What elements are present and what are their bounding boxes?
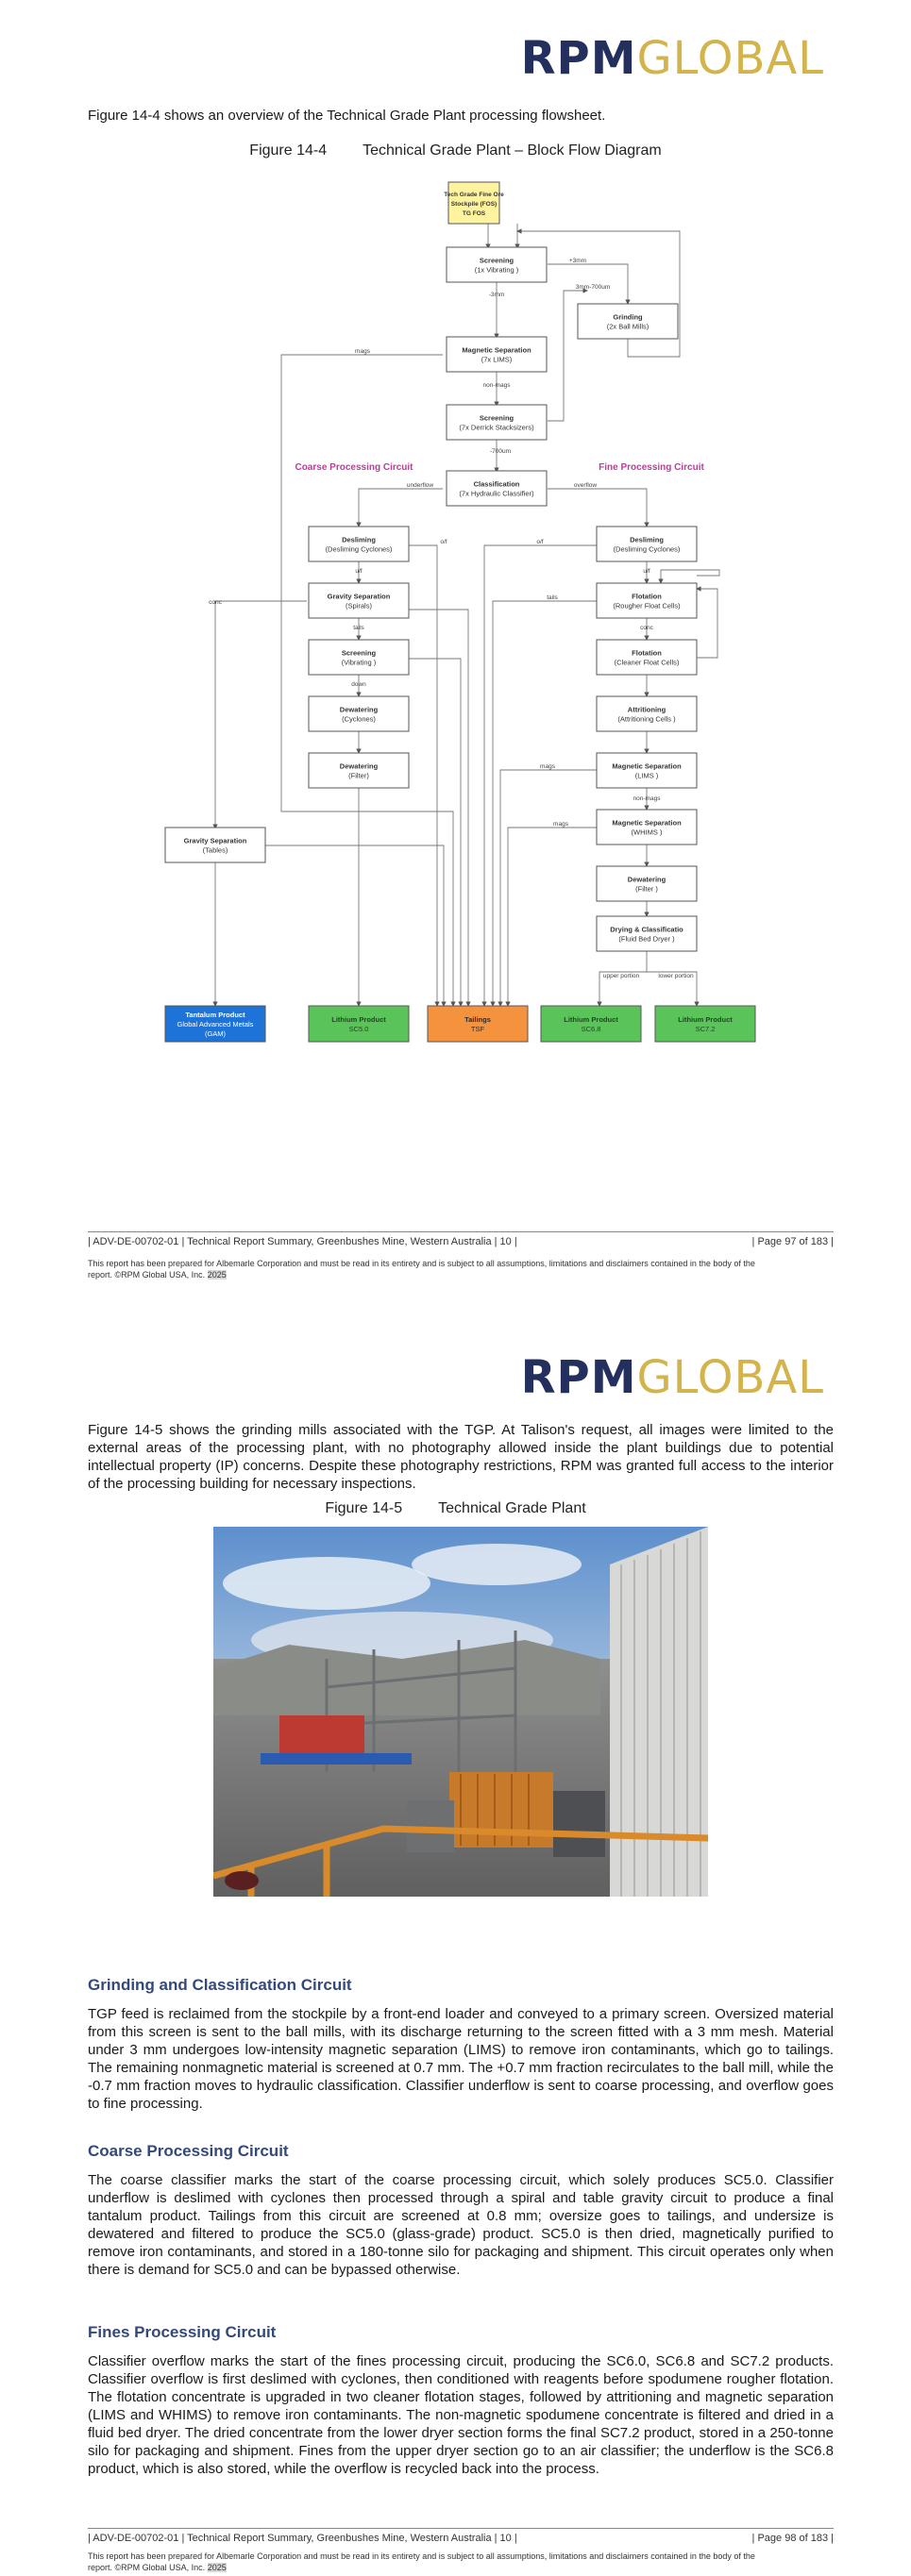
edge-gravity-tails	[409, 610, 468, 1006]
footer-rule	[88, 2528, 834, 2529]
label-lower-portion: lower portion	[658, 973, 694, 979]
node-text: (7x LIMS)	[481, 355, 513, 364]
node-text: Tech Grade Fine Ore	[444, 192, 504, 198]
label-plus3mm: +3mm	[568, 258, 587, 264]
footer	[88, 2533, 834, 2544]
edge-overflow-fine	[548, 489, 647, 527]
edge-fine-of-tailings	[484, 545, 597, 1006]
product-text: Lithium Product	[678, 1015, 733, 1024]
product-text: Global Advanced Metals	[177, 1020, 254, 1029]
node-text: TG FOS	[462, 210, 486, 217]
node-gravity-c	[309, 583, 409, 618]
node-dewatering-c2	[309, 753, 409, 788]
label-fine-uf: u/f	[643, 568, 650, 575]
node-text: (Filter )	[635, 884, 658, 894]
figure-14-4-intro: Figure 14-4 shows an overview of the Technical Grade Plant processing flowsheet.	[88, 108, 606, 124]
node-text: (Cleaner Float Cells)	[614, 658, 680, 667]
label-tails-coarse: tails	[353, 625, 364, 631]
edge-lims-mags	[500, 770, 597, 1006]
node-text: (LIMS )	[634, 771, 659, 780]
label-down: down	[351, 681, 366, 688]
node-text: (7x Hydraulic Classifier)	[459, 489, 534, 498]
node-text: Flotation	[632, 648, 662, 658]
node-magsep-whims	[597, 810, 697, 845]
label-tails: tails	[547, 594, 558, 601]
node-text: (Spirals)	[346, 601, 372, 611]
node-text: (Tables)	[202, 845, 228, 855]
node-text: (7x Derrick Stacksizers)	[459, 423, 534, 432]
footer-disclaimer: This report has been prepared for Albemarle Corporation and must be read in its entirety and is subject to all assumptions, limitations and disclaimers contained in the body of the report. ©RPM Global USA, Inc. 2025	[88, 2551, 755, 2572]
fine-circuit-label: Fine Processing Circuit	[599, 462, 704, 473]
product-sc72	[655, 1006, 755, 1042]
label-overflow: overflow	[573, 482, 598, 489]
node-screening2	[447, 405, 547, 440]
node-flot-rougher	[597, 583, 697, 618]
node-text: (Filter)	[348, 771, 369, 780]
node-magsep-lims	[597, 753, 697, 788]
node-drying	[597, 916, 697, 951]
figure-14-4-caption: Figure 14-4 Technical Grade Plant – Block Flow Diagram	[249, 142, 662, 159]
figure-14-5-intro: Figure 14-5 shows the grinding mills associated with the TGP. At Talison's request, all images were limited to the external areas of the processing plant, with no photography allowed inside the plant buildings due to potential intellectual property (IP) concerns. Despite these photography restrictions, RPM was granted full access to the interior of the processing building for necessary inspections.	[88, 1422, 834, 1492]
node-text: Desliming	[342, 535, 376, 544]
footer-doc-ref: | ADV-DE-00702-01 | Technical Report Summary, Greenbushes Mine, Western Australia | 10 |	[88, 1236, 517, 1247]
product-text: Lithium Product	[564, 1015, 618, 1024]
product-text: SC5.0	[348, 1025, 369, 1033]
node-text: Gravity Separation	[183, 836, 247, 845]
node-text: (WHIMS )	[631, 828, 663, 837]
node-text: Flotation	[632, 592, 662, 601]
grinding-classification-body: TGP feed is reclaimed from the stockpile by a front-end loader and conveyed to a primary screen. Oversized material from this screen is sent to the ball mills, with its discharge returning to the screen fitted with a 3 mm mesh. Material under 3 mm undergoes low-intensity magnetic separation (LIMS) to remove iron contaminants, which go to tailings. The remaining nonmagnetic material is screened at 0.7 mm. The +0.7 mm fraction recirculates to the ball mill, while the -0.7 mm fraction moves to hydraulic classification. Classifier underflow is sent to coarse processing, and overflow goes to fine processing.	[88, 2006, 834, 2112]
node-classification	[447, 471, 547, 506]
rpm-global-logo: RPMGLOBAL	[520, 1351, 824, 1404]
node-text: (Cyclones)	[342, 714, 376, 724]
node-text: (2x Ball Mills)	[606, 322, 650, 331]
label-coarse-of: o/f	[440, 539, 447, 545]
footer-doc-ref: | ADV-DE-00702-01 | Technical Report Summary, Greenbushes Mine, Western Australia | 10 |	[88, 2533, 517, 2544]
product-tantalum	[165, 1006, 265, 1042]
label-mags: mags	[355, 348, 370, 355]
edge-mags-tailings	[281, 355, 453, 1006]
heading-grinding-classification: Grinding and Classification Circuit	[88, 1976, 352, 1994]
node-text: (Desliming Cyclones)	[325, 544, 393, 554]
node-text: Drying & Classificatio	[610, 925, 683, 934]
label-fine-of: o/f	[536, 539, 544, 545]
product-tailings	[428, 1006, 528, 1042]
node-text: (Attritioning Cells )	[617, 714, 676, 724]
node-text: Magnetic Separation	[612, 818, 682, 828]
node-text: Magnetic Separation	[612, 761, 682, 771]
edge-coarse-of-tailings	[409, 545, 437, 1006]
label-nonmags: non-mags	[482, 382, 511, 389]
edge-rougher-tails	[493, 601, 597, 1006]
node-screening1	[447, 247, 547, 282]
node-grinding	[578, 304, 678, 339]
label-nonmags-lims: non-mags	[633, 795, 661, 802]
node-screening3	[309, 640, 409, 675]
label-underflow: underflow	[406, 482, 434, 489]
label-minus700: -700um	[489, 448, 512, 455]
node-text: Stockpile (FOS)	[450, 201, 498, 208]
node-text: (Rougher Float Cells)	[613, 601, 681, 611]
figure-14-5-caption: Figure 14-5 Technical Grade Plant	[325, 1500, 586, 1516]
label-minus3mm: -3mm	[488, 292, 505, 298]
edge-underflow-coarse	[359, 489, 443, 527]
fines-processing-body: Classifier overflow marks the start of the fines processing circuit, producing the SC6.0, SC6.8 and SC7.2 products. Classifier overflow is first deslimed with cyclones, then conditioned with reagents before spodumene rougher flotation. The flotation concentrate is upgraded in two cleaner flotation stages, followed by attritioning and magnetic separation (LIMS and WHIMS) to remove iron contaminants. The non-magnetic spodumene concentrate is filtered and dried in a fluid bed dryer. The dried concentrate from the lower dryer section forms the final SC7.2 product, stored in a 250-tonne silo for packaging and shipment. Fines from the upper dryer section go to an air classifier; the underflow is the SC6.8 product, which is also stored, while the overflow is recycled back into the process.	[88, 2353, 834, 2477]
product-text: Tailings	[464, 1015, 491, 1024]
coarse-circuit-label: Coarse Processing Circuit	[295, 462, 413, 473]
label-conc-fine: conc	[640, 625, 653, 631]
node-text: Grinding	[613, 312, 643, 322]
label-mags-lims: mags	[540, 763, 555, 770]
label-3mm-700um: 3mm-700um	[575, 284, 611, 291]
node-text: Magnetic Separation	[462, 345, 531, 355]
product-text: Lithium Product	[331, 1015, 386, 1024]
node-stockpile	[444, 182, 504, 224]
node-dewatering-f	[597, 866, 697, 901]
product-text: (GAM)	[204, 1029, 227, 1038]
node-text: (Vibrating )	[341, 658, 377, 667]
label-conc-coarse: conc	[209, 599, 222, 606]
node-text: (Desliming Cyclones)	[613, 544, 681, 554]
edge-cleaner-recycle	[697, 589, 717, 658]
node-text: Screening	[479, 256, 515, 265]
coarse-processing-body: The coarse classifier marks the start of the coarse processing circuit, which solely produces SC5.0. Classifier underflow is deslimed with cyclones then processed through a spiral and table gravity circuit to produce a final tantalum product. Tailings from this circuit are screened at 0.8 mm; oversize goes to tailings, and undersize is dewatered and filtered to produce the SC5.0 (glass-grade) product. SC5.0 is then dried, magnetically purified to remove iron contaminants, and stored in a 180-tonne silo for packaging and shipment. This circuit operates only when there is demand for SC5.0 and can be bypassed otherwise.	[88, 2172, 834, 2278]
footer-page-number: | Page 97 of 183 |	[751, 1236, 834, 1247]
footer	[88, 1236, 834, 1247]
product-text: SC7.2	[695, 1025, 716, 1033]
product-text: SC6.8	[581, 1025, 601, 1033]
node-text: Dewatering	[339, 761, 379, 771]
node-text: Classification	[473, 479, 520, 489]
footer-disclaimer: This report has been prepared for Albemarle Corporation and must be read in its entirety and is subject to all assumptions, limitations and disclaimers contained in the body of the report. ©RPM Global USA, Inc. 2025	[88, 1259, 755, 1280]
label-mags-whims: mags	[553, 821, 568, 828]
block-flow-diagram	[0, 0, 911, 1057]
node-desliming-f	[597, 527, 697, 561]
node-magsep1	[447, 337, 547, 372]
product-text: Tantalum Product	[185, 1011, 245, 1019]
edge-cleaner-tails-recycle	[661, 570, 719, 583]
node-attritioning	[597, 696, 697, 731]
heading-fines-processing: Fines Processing Circuit	[88, 2323, 277, 2341]
footer-rule	[88, 1231, 834, 1232]
node-gravity-tables	[165, 828, 265, 862]
edge-tables-tailings	[264, 845, 444, 1006]
edge-whims-mags	[508, 828, 597, 1006]
product-text: TSF	[470, 1025, 485, 1033]
node-text: Desliming	[630, 535, 664, 544]
node-desliming-c	[309, 527, 409, 561]
node-text: Attritioning	[627, 705, 666, 714]
rpm-global-logo: RPMGLOBAL	[520, 32, 824, 85]
node-text: (1x Vibrating )	[474, 265, 519, 275]
node-dewatering-c1	[309, 696, 409, 731]
heading-coarse-processing: Coarse Processing Circuit	[88, 2142, 289, 2160]
label-coarse-uf: u/f	[355, 568, 363, 575]
node-flot-cleaner	[597, 640, 697, 675]
node-text: (Fluid Bed Dryer )	[618, 934, 675, 944]
node-text: Gravity Separation	[327, 592, 391, 601]
product-sc68	[541, 1006, 641, 1042]
node-text: Dewatering	[627, 875, 666, 884]
label-upper-portion: upper portion	[602, 973, 640, 979]
node-text: Screening	[479, 413, 515, 423]
edge-conc-tables	[215, 601, 307, 828]
product-sc50	[309, 1006, 409, 1042]
technical-grade-plant-photo	[213, 1527, 708, 1897]
footer-page-number: | Page 98 of 183 |	[751, 2533, 834, 2544]
node-text: Dewatering	[339, 705, 379, 714]
node-text: Screening	[341, 648, 377, 658]
